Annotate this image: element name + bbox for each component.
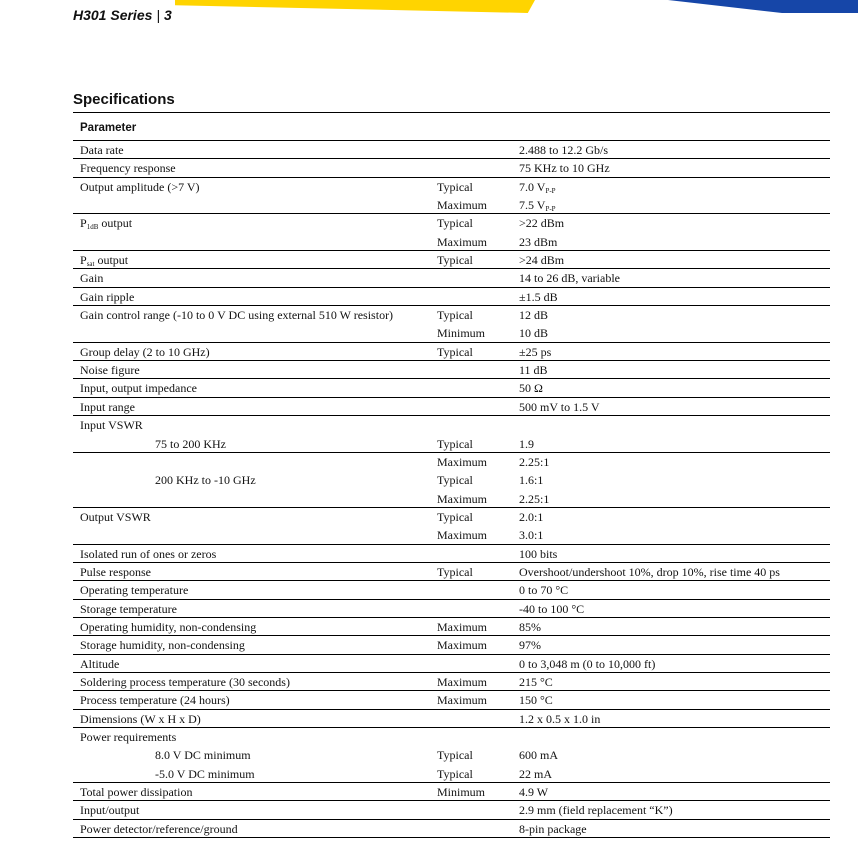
parameter-suffix: output (98, 216, 133, 231)
value-cell (519, 269, 830, 286)
parameter-cell (73, 783, 437, 800)
value-text: 22 mA (519, 766, 552, 781)
condition-cell (437, 233, 519, 250)
value-cell (519, 214, 830, 232)
value-cell (519, 453, 830, 471)
condition-text: Typical (437, 766, 473, 781)
condition-text: Typical (437, 344, 473, 359)
parameter-cell (73, 324, 437, 341)
value-cell (519, 820, 830, 837)
condition-cell (437, 783, 519, 800)
condition-cell (437, 728, 519, 746)
condition-cell (437, 435, 519, 452)
value-text: 0 to 3,048 m (0 to 10,000 ft) (519, 656, 656, 671)
parameter-text: Gain control range (-10 to 0 V DC using external 510 W resistor) (80, 308, 394, 323)
table-row (73, 728, 830, 746)
value-text: 600 mA (519, 748, 558, 763)
condition-text: Maximum (437, 234, 487, 249)
parameter-cell (73, 765, 437, 782)
parameter-cell (73, 471, 437, 489)
value-text: 100 bits (519, 546, 558, 561)
value-text: 2.0:1 (519, 509, 544, 524)
condition-cell (437, 251, 519, 268)
table-row (73, 581, 830, 599)
value-text: 14 to 26 dB, variable (519, 271, 620, 286)
parameter-cell (73, 343, 437, 360)
table-row (73, 159, 830, 177)
value-text: 1.9 (519, 436, 534, 451)
value-cell (519, 746, 830, 764)
value-cell (519, 178, 830, 196)
condition-text: Maximum (437, 693, 487, 708)
parameter-text: Noise figure (80, 363, 140, 378)
parameter-text: Operating temperature (80, 583, 189, 598)
value-text: ±25 ps (519, 344, 552, 359)
value-text: 1.2 x 0.5 x 1.0 in (519, 711, 601, 726)
parameter-cell (73, 416, 437, 434)
condition-cell (437, 141, 519, 158)
value-cell (519, 251, 830, 268)
condition-text: Maximum (437, 198, 487, 213)
condition-text: Typical (437, 509, 473, 524)
table-row (73, 214, 830, 232)
value-cell (519, 416, 830, 434)
value-cell (519, 801, 830, 818)
table-row (73, 196, 830, 214)
value-text: 2.488 to 12.2 Gb/s (519, 143, 609, 157)
condition-cell (437, 618, 519, 635)
table-row (73, 526, 830, 544)
value-text: 3.0:1 (519, 528, 544, 543)
condition-text: Typical (437, 216, 473, 231)
table-row (73, 324, 830, 342)
value-cell (519, 655, 830, 672)
condition-cell (437, 691, 519, 708)
table-row (73, 178, 830, 196)
table-row (73, 508, 830, 526)
parameter-text: Input/output (80, 803, 140, 818)
condition-text: Typical (437, 308, 473, 323)
condition-cell (437, 655, 519, 672)
table-row (73, 269, 830, 287)
parameter-cell (73, 269, 437, 286)
condition-text: Maximum (437, 638, 487, 653)
value-cell (519, 435, 830, 452)
value-text: 8-pin package (519, 821, 587, 836)
parameter-text: P (80, 216, 87, 231)
value-cell (519, 710, 830, 727)
parameter-cell (73, 453, 437, 471)
table-row (73, 379, 830, 397)
parameter-cell (73, 178, 437, 196)
parameter-text: Input range (80, 399, 135, 414)
condition-cell (437, 324, 519, 341)
table-row (73, 636, 830, 654)
condition-cell (437, 710, 519, 727)
parameter-cell (73, 673, 437, 690)
value-cell (519, 691, 830, 708)
condition-cell (437, 306, 519, 324)
condition-cell (437, 545, 519, 562)
specifications-table (73, 112, 830, 838)
value-cell (519, 196, 830, 213)
parameter-text: 200 KHz to -10 GHz (155, 473, 256, 488)
value-text: 75 KHz to 10 GHz (519, 161, 610, 176)
parameter-text: Output VSWR (80, 509, 151, 524)
value-cell (519, 141, 830, 158)
parameter-suffix: output (94, 253, 129, 268)
value-text: ±1.5 dB (519, 289, 558, 304)
value-text: Overshoot/undershoot 10%, drop 10%, rise time 40 ps (519, 564, 780, 579)
value-cell (519, 783, 830, 800)
parameter-text: Frequency response (80, 161, 176, 176)
table-row (73, 545, 830, 563)
condition-cell (437, 746, 519, 764)
parameter-text: Output amplitude (>7 V) (80, 179, 200, 194)
table-row (73, 673, 830, 691)
table-header: Parameter (73, 113, 830, 141)
parameter-text: Storage humidity, non-condensing (80, 638, 245, 653)
parameter-cell (73, 636, 437, 653)
value-text: 150 °C (519, 693, 553, 708)
condition-cell (437, 471, 519, 489)
parameter-cell (73, 435, 437, 452)
value-cell (519, 673, 830, 690)
condition-cell (437, 765, 519, 782)
table-row (73, 746, 830, 764)
value-cell (519, 471, 830, 489)
value-text: 1.6:1 (519, 473, 544, 488)
parameter-cell (73, 196, 437, 213)
value-cell (519, 526, 830, 543)
value-text: 0 to 70 °C (519, 583, 569, 598)
condition-cell (437, 196, 519, 213)
table-row (73, 490, 830, 508)
parameter-text: 75 to 200 KHz (155, 436, 226, 451)
value-text: 23 dBm (519, 234, 558, 249)
condition-cell (437, 416, 519, 434)
parameter-cell (73, 801, 437, 818)
condition-cell (437, 178, 519, 196)
table-row (73, 783, 830, 801)
condition-text: Maximum (437, 619, 487, 634)
table-row (73, 801, 830, 819)
value-cell (519, 581, 830, 598)
parameter-text: Process temperature (24 hours) (80, 693, 230, 708)
value-subscript: P-P (545, 186, 556, 195)
condition-cell (437, 508, 519, 526)
parameter-text: Gain (80, 271, 104, 286)
parameter-text: Power detector/reference/ground (80, 821, 238, 836)
value-text: 2.25:1 (519, 491, 550, 506)
table-row (73, 141, 830, 159)
table-row (73, 618, 830, 636)
parameter-cell (73, 581, 437, 598)
condition-cell (437, 398, 519, 415)
condition-cell (437, 269, 519, 286)
condition-text: Typical (437, 436, 473, 451)
condition-cell (437, 600, 519, 617)
value-subscript: P-P (545, 205, 556, 214)
parameter-text: P (80, 253, 87, 268)
value-cell (519, 343, 830, 360)
parameter-text: Data rate (80, 143, 124, 157)
series-name: H301 Series (73, 7, 153, 23)
value-text: 2.9 mm (field replacement “K”) (519, 803, 673, 818)
parameter-subscript: 1dB (86, 223, 99, 232)
table-row (73, 398, 830, 416)
parameter-cell (73, 728, 437, 746)
value-cell (519, 288, 830, 305)
value-text: 50 Ω (519, 381, 543, 396)
value-text: 10 dB (519, 326, 549, 341)
parameter-text: Dimensions (W x H x D) (80, 711, 201, 726)
condition-cell (437, 159, 519, 176)
value-cell (519, 361, 830, 378)
value-cell (519, 765, 830, 782)
header-separator: | (156, 7, 161, 23)
table-row (73, 655, 830, 673)
value-cell (519, 600, 830, 617)
table-row (73, 361, 830, 379)
parameter-subscript: sat (86, 260, 95, 269)
parameter-cell (73, 563, 437, 580)
condition-cell (437, 343, 519, 360)
value-cell (519, 379, 830, 396)
parameter-text: Isolated run of ones or zeros (80, 546, 217, 561)
parameter-cell (73, 545, 437, 562)
parameter-cell (73, 361, 437, 378)
parameter-text: -5.0 V DC minimum (155, 766, 255, 781)
parameter-cell (73, 251, 437, 268)
condition-text: Maximum (437, 454, 487, 469)
parameter-text: Total power dissipation (80, 785, 193, 800)
table-row (73, 343, 830, 361)
value-text: 7.0 V (519, 179, 546, 194)
parameter-cell (73, 600, 437, 617)
table-row (73, 416, 830, 434)
table-row (73, 710, 830, 728)
parameter-cell (73, 141, 437, 158)
parameter-text: Altitude (80, 656, 120, 671)
condition-text: Typical (437, 564, 473, 579)
condition-cell (437, 288, 519, 305)
value-cell (519, 563, 830, 580)
condition-text: Maximum (437, 491, 487, 506)
condition-cell (437, 361, 519, 378)
header-decoration-blue (668, 0, 858, 13)
value-cell (519, 728, 830, 746)
parameter-cell (73, 306, 437, 324)
value-cell (519, 159, 830, 176)
parameter-cell (73, 233, 437, 250)
value-cell (519, 618, 830, 635)
table-row (73, 691, 830, 709)
parameter-cell (73, 288, 437, 305)
parameter-text: Input, output impedance (80, 381, 197, 396)
value-cell (519, 306, 830, 324)
value-cell (519, 324, 830, 341)
condition-text: Minimum (437, 785, 486, 800)
value-text: 97% (519, 638, 541, 653)
table-row (73, 765, 830, 783)
table-row (73, 288, 830, 306)
parameter-cell (73, 159, 437, 176)
value-cell (519, 545, 830, 562)
parameter-text: Operating humidity, non-condensing (80, 619, 257, 634)
parameter-cell (73, 214, 437, 232)
parameter-text: Storage temperature (80, 601, 177, 616)
table-row (73, 563, 830, 581)
condition-cell (437, 379, 519, 396)
condition-text: Typical (437, 748, 473, 763)
parameter-cell (73, 820, 437, 837)
parameter-cell (73, 655, 437, 672)
table-row (73, 435, 830, 453)
condition-text: Maximum (437, 674, 487, 689)
header-decoration-yellow (175, 0, 535, 13)
parameter-cell (73, 746, 437, 764)
value-text: 2.25:1 (519, 454, 550, 469)
parameter-text: Group delay (2 to 10 GHz) (80, 344, 210, 359)
table-row (73, 453, 830, 471)
parameter-cell (73, 379, 437, 396)
parameter-text: Input VSWR (80, 418, 143, 433)
value-text: -40 to 100 °C (519, 601, 585, 616)
value-text: 7.5 V (519, 198, 546, 213)
value-cell (519, 636, 830, 653)
condition-cell (437, 563, 519, 580)
parameter-text: Gain ripple (80, 289, 135, 304)
section-title: Specifications (73, 91, 175, 108)
parameter-cell (73, 508, 437, 526)
condition-cell (437, 453, 519, 471)
condition-text: Typical (437, 179, 473, 194)
condition-text: Typical (437, 473, 473, 488)
value-text: 85% (519, 619, 541, 634)
parameter-cell (73, 618, 437, 635)
parameter-cell (73, 526, 437, 543)
parameter-cell (73, 398, 437, 415)
parameter-cell (73, 490, 437, 507)
condition-cell (437, 581, 519, 598)
value-text: >22 dBm (519, 216, 565, 231)
table-row (73, 471, 830, 489)
value-cell (519, 233, 830, 250)
condition-cell (437, 526, 519, 543)
condition-text: Typical (437, 253, 473, 268)
table-body (73, 141, 830, 838)
condition-cell (437, 214, 519, 232)
parameter-cell (73, 710, 437, 727)
table-row (73, 251, 830, 269)
value-cell (519, 398, 830, 415)
parameter-text: Power requirements (80, 730, 177, 744)
value-text: 12 dB (519, 308, 549, 323)
parameter-text: 8.0 V DC minimum (155, 748, 251, 763)
condition-text: Maximum (437, 528, 487, 543)
value-text: >24 dBm (519, 253, 565, 268)
page-number: 3 (164, 7, 172, 23)
condition-cell (437, 673, 519, 690)
parameter-text: Soldering process temperature (30 seconds) (80, 674, 290, 689)
value-text: 500 mV to 1.5 V (519, 399, 600, 414)
value-text: 11 dB (519, 363, 548, 378)
condition-text: Minimum (437, 326, 486, 341)
table-row (73, 600, 830, 618)
table-row (73, 233, 830, 251)
table-row (73, 820, 830, 838)
condition-cell (437, 636, 519, 653)
value-cell (519, 508, 830, 526)
value-cell (519, 490, 830, 507)
parameter-text: Pulse response (80, 564, 151, 579)
condition-cell (437, 801, 519, 818)
page-header (73, 7, 172, 23)
value-text: 4.9 W (519, 785, 549, 800)
table-row (73, 306, 830, 324)
condition-cell (437, 820, 519, 837)
parameter-cell (73, 691, 437, 708)
condition-cell (437, 490, 519, 507)
value-text: 215 °C (519, 674, 553, 689)
